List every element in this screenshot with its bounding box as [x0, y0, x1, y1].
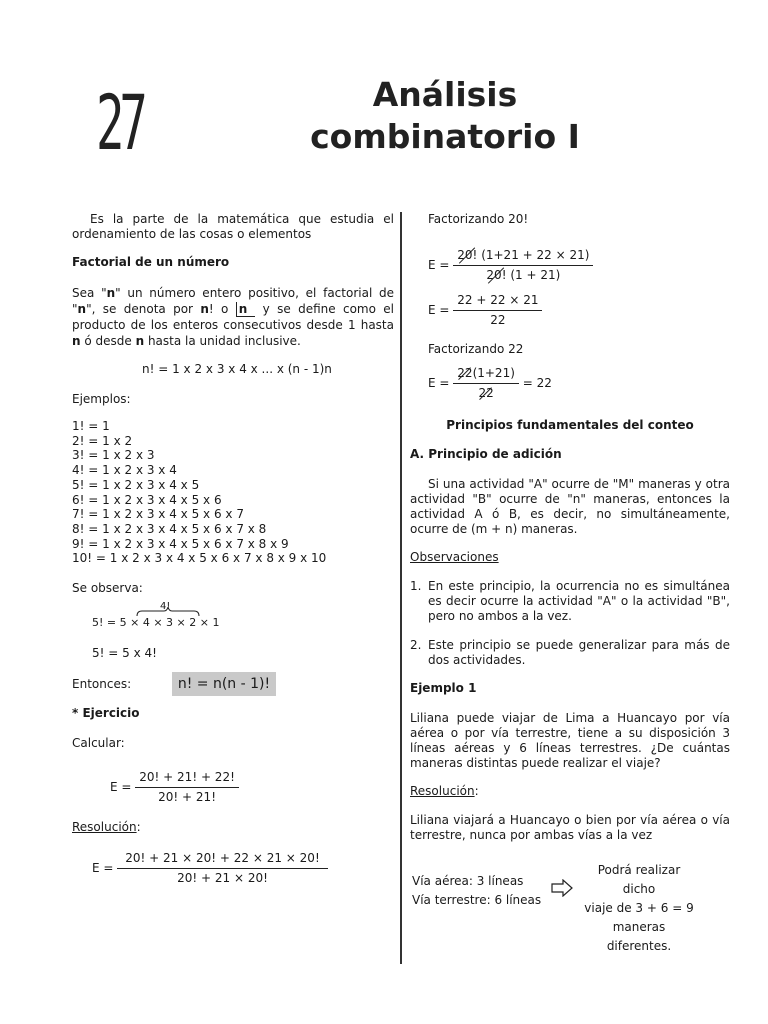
example-item: 6! = 1 x 2 x 3 x 4 x 5 x 6 [72, 492, 222, 507]
observe-result: 5! = 5 x 4! [92, 646, 157, 660]
resolution-label-left: Resolución: [72, 820, 141, 834]
factor-step-2: E = $\frac{22 + 22 \times 21}{22}$ [428, 293, 542, 328]
examples-label: Ejemplos: [72, 392, 131, 406]
example1-text: Liliana puede viajar de Lima a Huancayo por vía aérea o por vía terrestre, tiene a su disposición 3 líneas aéreas y 6 líneas terrestres. ¿De cuántas maneras distintas puede realizar el viaje? [410, 711, 730, 770]
conclusion: Podrá realizar dicho viaje de 3 + 6 = 9 maneras diferentes. [584, 863, 694, 953]
calc-equation: E = $\frac{20! + 21! + 22!}{20! + 21!}$ [110, 770, 239, 805]
title-line-1: Análisis [372, 75, 518, 114]
observe-label: Se observa: [72, 581, 143, 595]
addition-heading: A. Principio de adición [410, 447, 562, 461]
factorial-definition: Sea "n" un número entero positivo, el factorial de "n", se denota por n! o n y se define como el producto de los enteros consecutivos desde 1 hasta n ó desde n hasta la unidad inclusive. [72, 286, 395, 348]
factorial-notation: n [236, 302, 256, 317]
chapter-number: 27 [96, 78, 143, 167]
land-line: Vía terrestre: 6 líneas [412, 893, 542, 907]
brace-label: 4! [160, 601, 171, 612]
intro-paragraph: Es la parte de la matemática que estudia el ordenamiento de las cosas o elementos [72, 212, 394, 241]
factor-step-3: E = $\frac{22(1+21)}{22}$ = 22 [428, 366, 552, 400]
observe-expression: 5! = 5 × 4 × 3 × 2 × 1 [92, 616, 220, 629]
factorial-heading: Factorial de un número [72, 255, 230, 269]
example-item: 10! = 1 x 2 x 3 x 4 x 5 x 6 x 7 x 8 x 9 x 10 [72, 551, 327, 566]
observation-1: 1. En este principio, la ocurrencia no es simultánea es decir ocurre la actividad "A" o la actividad "B", pero no ambos a la vez. [410, 579, 730, 623]
factor20-label: Factorizando 20! [428, 212, 529, 226]
title-line-2: combinatorio I [310, 117, 580, 156]
examples-list [72, 419, 326, 566]
example-item: 5! = 1 x 2 x 3 x 4 x 5 [72, 477, 200, 492]
column-divider [400, 212, 402, 964]
resolution-text: Liliana viajará a Huancayo o bien por vía aérea o vía terrestre, nunca por ambas vías a la vez [410, 813, 730, 842]
example-item: 8! = 1 x 2 x 3 x 4 x 5 x 6 x 7 x 8 [72, 521, 267, 536]
example-item: 1! = 1 [72, 419, 110, 433]
example-item: 9! = 1 x 2 x 3 x 4 x 5 x 6 x 7 x 8 x 9 [72, 536, 289, 551]
calc-label: Calcular: [72, 736, 125, 750]
principles-heading: Principios fundamentales del conteo [446, 418, 694, 432]
arrow-right-icon [551, 879, 573, 897]
addition-text: Si una actividad "A" ocurre de "M" maneras y otra actividad "B" ocurre de "n" maneras, entonces la actividad A ó B, es decir, no simultáneamente, ocurre de (m + n) maneras. [410, 477, 730, 536]
resolution-label-right: Resolución: [410, 784, 479, 798]
options-list [412, 872, 541, 910]
example-item: 2! = 1 x 2 [72, 433, 133, 448]
factor-step-1: E = $\frac{20! (1+21 + 22 \times 21)}{20! (1 + 21)}$ [428, 248, 593, 283]
air-line: Vía aérea: 3 líneas [412, 874, 524, 888]
example-item: 3! = 1 x 2 x 3 [72, 448, 155, 463]
boxed-formula: n! = n(n - 1)! [172, 672, 276, 696]
example-item: 4! = 1 x 2 x 3 x 4 [72, 463, 177, 478]
example-item: 7! = 1 x 2 x 3 x 4 x 5 x 6 x 7 [72, 507, 244, 522]
resolution-equation: E = $\frac{20! + 21 \times 20! + 22 \times 21 \times 20!}{20! + 21 \times 20!}$ [92, 851, 328, 886]
observation-2: 2. Este principio se puede generalizar para más de dos actividades. [410, 638, 730, 667]
page-title [290, 74, 600, 158]
exercise-heading: * Ejercicio [72, 706, 140, 720]
then-label: Entonces: [72, 677, 132, 691]
factor22-label: Factorizando 22 [428, 342, 524, 356]
factorial-formula: n! = 1 x 2 x 3 x 4 x ... x (n - 1)n [142, 362, 332, 376]
example1-heading: Ejemplo 1 [410, 681, 477, 695]
observations-label: Observaciones [410, 550, 499, 564]
